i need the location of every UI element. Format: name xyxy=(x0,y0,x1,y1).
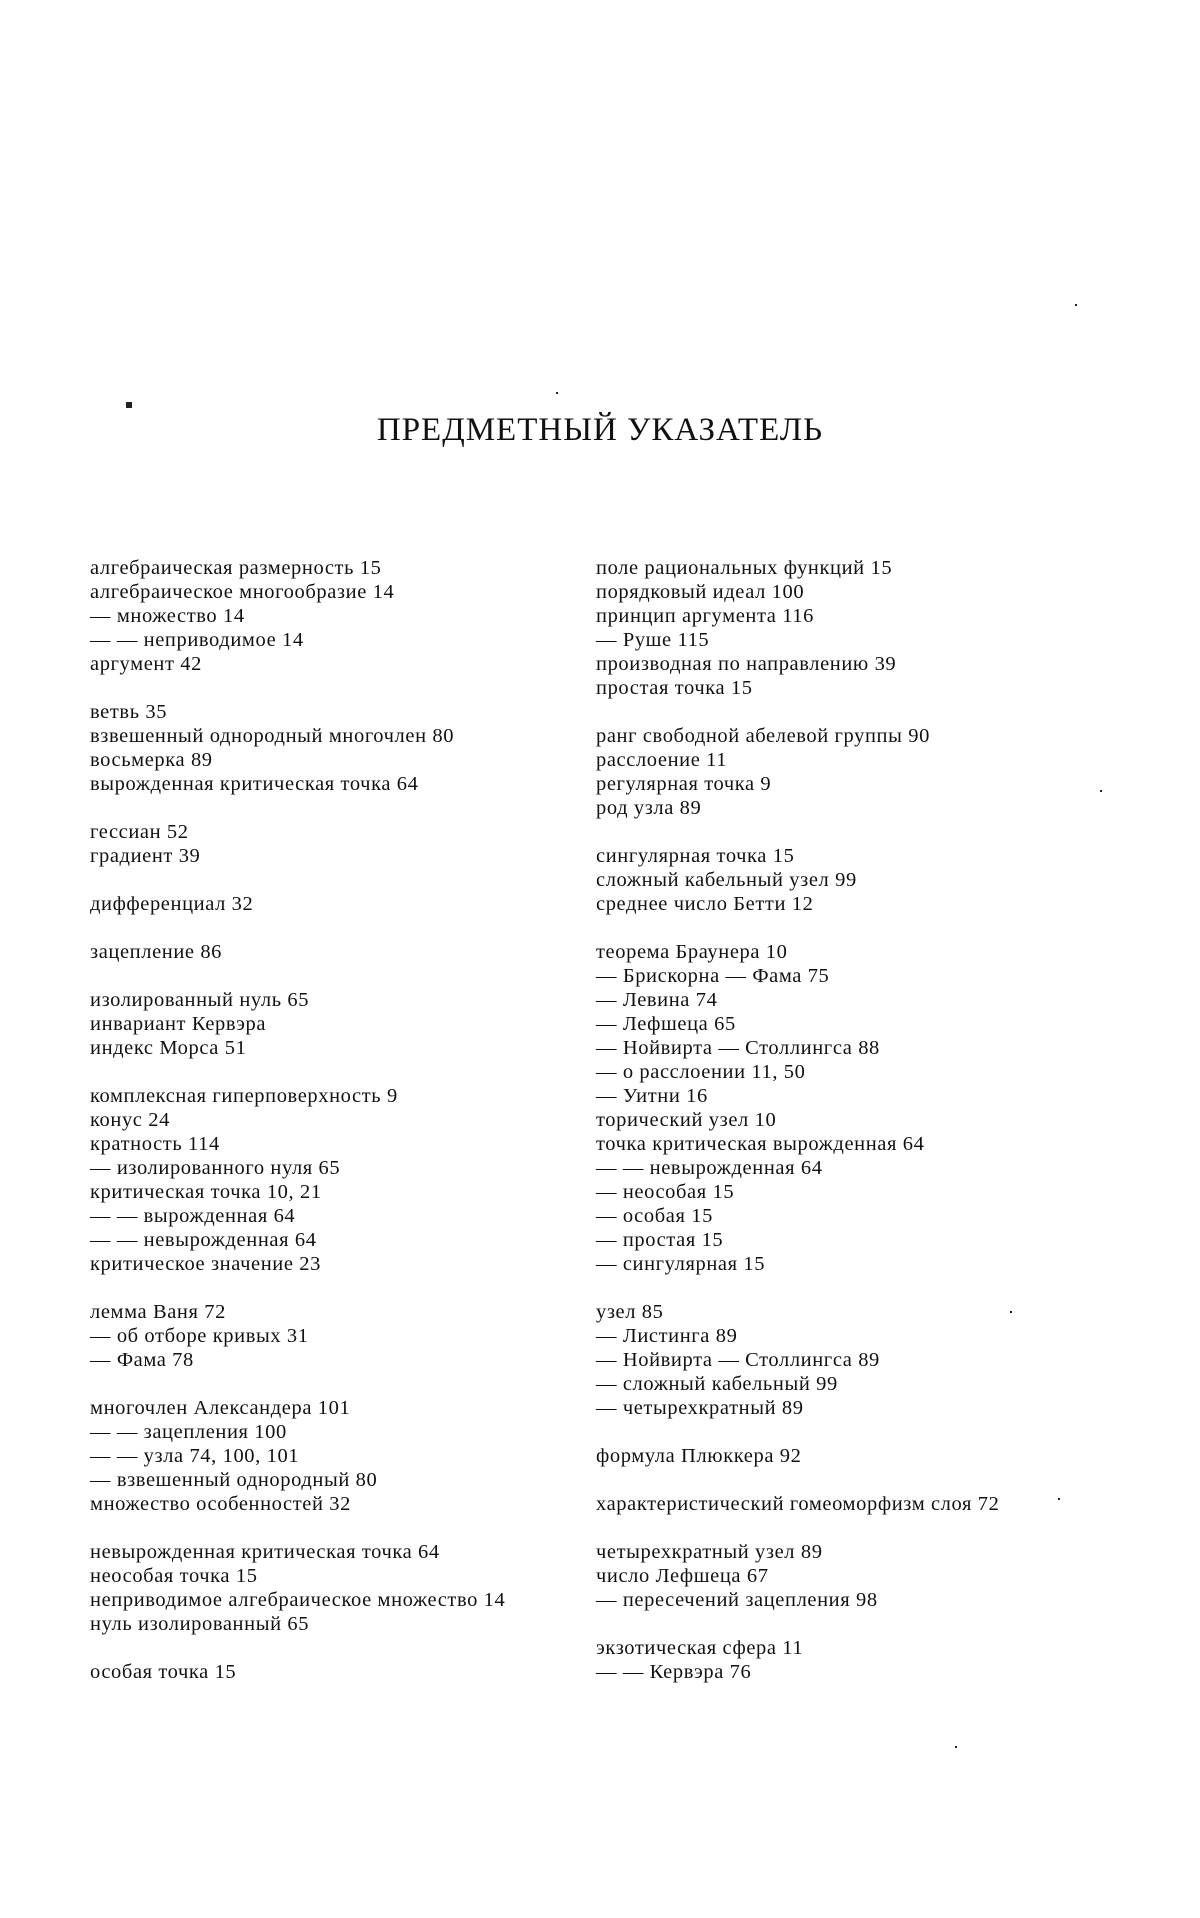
index-entry: особая точка 15 xyxy=(90,1661,237,1683)
index-entry: — — невырожденная 64 xyxy=(90,1229,317,1251)
index-entry: среднее число Бетти 12 xyxy=(596,893,814,915)
index-entry: многочлен Александера 101 xyxy=(90,1397,351,1419)
index-group xyxy=(90,556,552,676)
index-group xyxy=(596,940,1066,1276)
index-entry: производная по направлению 39 xyxy=(596,653,897,675)
scan-speck xyxy=(1010,1311,1012,1313)
index-entry: род узла 89 xyxy=(596,797,702,819)
index-group xyxy=(90,1540,552,1636)
index-entry: зацепление 86 xyxy=(90,941,223,963)
index-entry: четырехкратный узел 89 xyxy=(596,1541,823,1563)
index-entry: взвешенный однородный многочлен 80 xyxy=(90,725,455,747)
index-entry: поле рациональных функций 15 xyxy=(596,557,893,579)
index-entry: — множество 14 xyxy=(90,605,245,627)
index-entry: градиент 39 xyxy=(90,845,201,867)
index-group xyxy=(596,1492,1066,1516)
index-entry: — изолированного нуля 65 xyxy=(90,1157,341,1179)
scan-speck xyxy=(955,1746,957,1748)
index-group xyxy=(596,1540,1066,1612)
index-entry: — Уитни 16 xyxy=(596,1085,708,1107)
index-entry: — неособая 15 xyxy=(596,1181,735,1203)
index-entry: кратность 114 xyxy=(90,1133,220,1155)
index-entry: точка критическая вырожденная 64 xyxy=(596,1133,925,1155)
index-group xyxy=(90,1084,552,1276)
index-entry: — Нойвирта — Столлингса 88 xyxy=(596,1037,880,1059)
index-entry: гессиан 52 xyxy=(90,821,189,843)
index-entry: лемма Ваня 72 xyxy=(90,1301,226,1323)
index-entry: изолированный нуль 65 xyxy=(90,989,310,1011)
index-entry: — — зацепления 100 xyxy=(90,1421,287,1443)
index-entry: — особая 15 xyxy=(596,1205,713,1227)
page-title: ПРЕДМЕТНЫЙ УКАЗАТЕЛЬ xyxy=(376,412,824,448)
index-group xyxy=(90,700,552,796)
index-entry: узел 85 xyxy=(596,1301,664,1323)
index-entry: — — неприводимое 14 xyxy=(90,629,304,651)
index-entry: комплексная гиперповерхность 9 xyxy=(90,1085,398,1107)
index-entry: — об отборе кривых 31 xyxy=(90,1325,309,1347)
scan-speck xyxy=(126,402,132,408)
index-entry: — Брискорна — Фама 75 xyxy=(596,965,830,987)
index-group xyxy=(596,844,1066,916)
scan-speck xyxy=(1100,790,1102,792)
index-entry: алгебраическое многообразие 14 xyxy=(90,581,395,603)
index-entry: — Левина 74 xyxy=(596,989,718,1011)
index-entry: принцип аргумента 116 xyxy=(596,605,815,627)
index-entry: восьмерка 89 xyxy=(90,749,213,771)
index-group xyxy=(596,1636,1066,1684)
index-entry: — сложный кабельный 99 xyxy=(596,1373,838,1395)
index-group xyxy=(596,556,1066,700)
index-entry: — пересечений зацепления 98 xyxy=(596,1589,878,1611)
index-entry: невырожденная критическая точка 64 xyxy=(90,1541,440,1563)
index-column-left xyxy=(90,556,552,1708)
index-group xyxy=(596,1444,1066,1468)
index-entry: критическое значение 23 xyxy=(90,1253,321,1275)
index-entry: — сингулярная 15 xyxy=(596,1253,766,1275)
index-entry: регулярная точка 9 xyxy=(596,773,772,795)
index-entry: вырожденная критическая точка 64 xyxy=(90,773,419,795)
index-entry: расслоение 11 xyxy=(596,749,728,771)
index-group xyxy=(596,1300,1066,1420)
index-group xyxy=(90,1300,552,1372)
index-entry: индекс Морса 51 xyxy=(90,1037,247,1059)
index-entry: — — узла 74, 100, 101 xyxy=(90,1445,300,1467)
index-group xyxy=(90,940,552,964)
index-group xyxy=(596,724,1066,820)
index-group xyxy=(90,988,552,1060)
index-entry: неприводимое алгебраическое множество 14 xyxy=(90,1589,506,1611)
index-entry: порядковый идеал 100 xyxy=(596,581,805,603)
index-entry: — Лефшеца 65 xyxy=(596,1013,736,1035)
index-entry: сингулярная точка 15 xyxy=(596,845,795,867)
index-entry: аргумент 42 xyxy=(90,653,202,675)
index-entry: торический узел 10 xyxy=(596,1109,777,1131)
index-entry: — — вырожденная 64 xyxy=(90,1205,296,1227)
scan-speck xyxy=(556,392,558,394)
index-entry: — Нойвирта — Столлингса 89 xyxy=(596,1349,880,1371)
index-entry: экзотическая сфера 11 xyxy=(596,1637,804,1659)
index-entry: — — невырожденная 64 xyxy=(596,1157,823,1179)
index-entry: — простая 15 xyxy=(596,1229,724,1251)
index-entry: нуль изолированный 65 xyxy=(90,1613,310,1635)
index-entry: критическая точка 10, 21 xyxy=(90,1181,322,1203)
index-entry: ветвь 35 xyxy=(90,701,168,723)
index-entry: конус 24 xyxy=(90,1109,170,1131)
index-entry: — Руше 115 xyxy=(596,629,710,651)
index-entry: простая точка 15 xyxy=(596,677,753,699)
index-entry: инвариант Кервэра xyxy=(90,1013,267,1035)
index-entry: — Фама 78 xyxy=(90,1349,194,1371)
index-entry: алгебраическая размерность 15 xyxy=(90,557,382,579)
scan-speck xyxy=(1075,304,1077,306)
index-entry: — взвешенный однородный 80 xyxy=(90,1469,378,1491)
index-entry: теорема Браунера 10 xyxy=(596,941,788,963)
index-group xyxy=(90,1660,552,1684)
scan-speck xyxy=(1058,1498,1060,1500)
index-entry: дифференциал 32 xyxy=(90,893,254,915)
index-entry: сложный кабельный узел 99 xyxy=(596,869,857,891)
index-entry: формула Плюккера 92 xyxy=(596,1445,802,1467)
index-entry: — о расслоении 11, 50 xyxy=(596,1061,806,1083)
index-entry: — четырехкратный 89 xyxy=(596,1397,804,1419)
index-group xyxy=(90,1396,552,1516)
index-entry: ранг свободной абелевой группы 90 xyxy=(596,725,930,747)
index-group xyxy=(90,820,552,868)
index-entry: неособая точка 15 xyxy=(90,1565,258,1587)
index-entry: число Лефшеца 67 xyxy=(596,1565,769,1587)
index-entry: — Листинга 89 xyxy=(596,1325,738,1347)
index-entry: — — Кервэра 76 xyxy=(596,1661,752,1683)
index-column-right xyxy=(596,556,1066,1708)
index-entry: множество особенностей 32 xyxy=(90,1493,351,1515)
index-group xyxy=(90,892,552,916)
index-entry: характеристический гомеоморфизм слоя 72 xyxy=(596,1493,1000,1515)
